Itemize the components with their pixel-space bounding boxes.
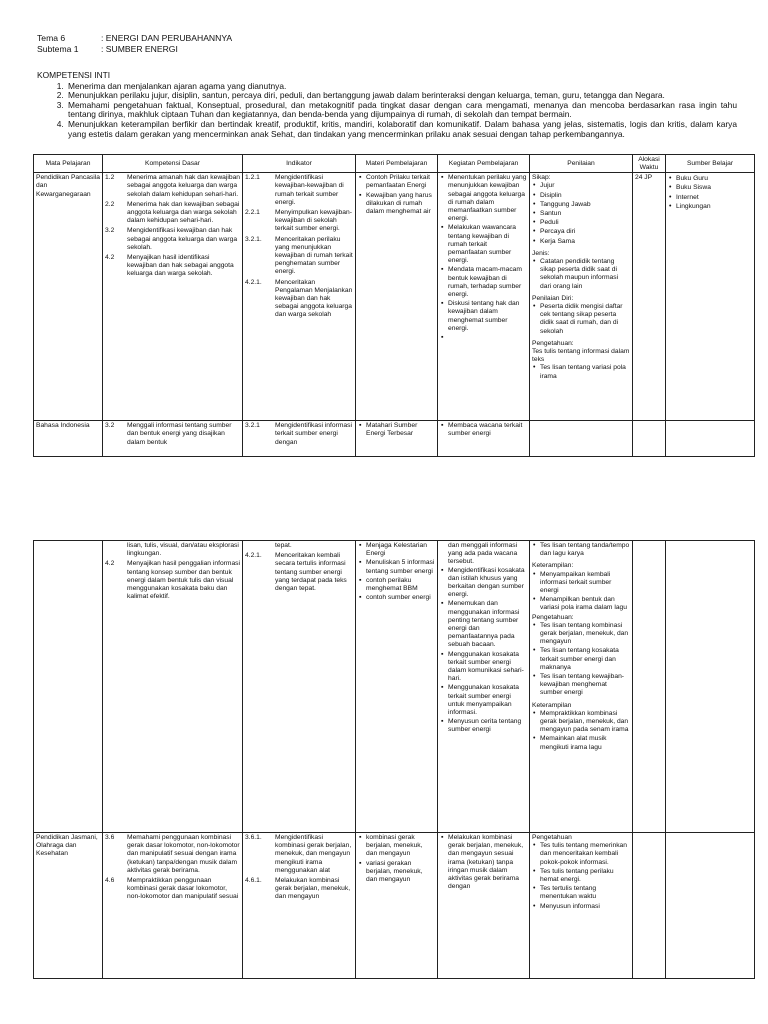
list-item: ▪ Mengidentifikasi kosakata dan istilah khusus yang berkaitan dengan sumber energi.: [440, 567, 527, 600]
kompetensi-dasar-cell: [103, 541, 243, 833]
alokasi-waktu-cell: [633, 541, 666, 833]
document-page-2: [0, 538, 768, 1024]
mata-pelajaran-cell: Bahasa Indonesia: [34, 421, 103, 457]
list-item: ▪ Diskusi tentang hak dan kewajiban dalam menghemat sumber energi.: [440, 300, 527, 333]
indikator-text: Menyimpulkan kewajiban-kewajiban di sekolah terkait sumber energi.: [275, 209, 352, 233]
kd-text: Menyajikan hasil identifikasi kewajiban dan hak sebagai anggota keluarga dan warga sekolah.: [127, 254, 234, 278]
kd-number: 3.6: [105, 834, 115, 841]
indikator-number: 4.2.1.: [245, 278, 262, 286]
list-item: • Buku Siswa: [668, 184, 752, 192]
indikator-text: Mengidentifikasi informasi terkait sumber energi dengan: [275, 422, 352, 446]
list-item: • Peserta didik mengisi daftar cek tentang sikap peserta didik saat di rumah, dan di sekolah: [532, 303, 630, 336]
penilaian-heading: Keterampilan: [532, 701, 572, 709]
indikator-cell: [243, 833, 356, 979]
list-item: ▪ Menyusun cerita tentang sumber energi: [440, 718, 527, 734]
kd-text: Mengidentifikasi kewajiban dan hak sebagai anggota keluarga dan warga sekolah.: [127, 227, 238, 251]
list-item: • Mempraktikkan kombinasi gerak berjalan, menekuk, dan mengayun pada senam irama: [532, 710, 630, 735]
list-item: • Menyampaikan kembali informasi terkait sumber energi: [532, 571, 630, 596]
materi-cell: [356, 173, 438, 421]
indikator-number: 3.2.1.: [245, 235, 262, 243]
list-item: ▪ contoh sumber energi: [358, 594, 435, 602]
list-item: • Buku Guru: [668, 175, 752, 183]
list-item: • Tes tulis tentang perilaku hemat energi.: [532, 868, 630, 884]
indikator-text: Melakukan kombinasi gerak berjalan, menekuk, dan mengayun: [275, 877, 351, 901]
table-row: [34, 421, 755, 457]
lesson-plan-table: [33, 154, 755, 457]
list-item: ▪ Melakukan kombinasi gerak berjalan, menekuk, dan mengayun sesuai irama (ketukan) tanpa iringan musik dalam aktivitas gerak berirama dengan: [440, 834, 527, 891]
kompetensi-inti-list: [53, 82, 737, 140]
table-header-row: [34, 155, 755, 173]
sumber-belajar-cell: [666, 173, 755, 421]
penilaian-heading: Pengetahuan:: [532, 339, 574, 347]
list-item: ▪ Mendata macam-macam bentuk kewajiban di rumah, terhadap sumber energi.: [440, 266, 527, 299]
kd-text: Menggali informasi tentang sumber dan bentuk energi yang disajikan dalam bentuk: [127, 422, 232, 446]
indikator-text: tepat.: [275, 542, 292, 549]
subtema-label: Subtema 1: [37, 43, 79, 54]
list-item: • Percaya diri: [532, 228, 630, 236]
kegiatan-cell: [438, 541, 530, 833]
list-item: • Tes lisan tentang variasi pola irama: [532, 364, 630, 380]
list-item: ▪ Menuliskan 5 informasi tentang sumber energi: [358, 559, 435, 575]
kd-text: Menerima amanah hak dan kewajiban sebagai anggota keluarga dan warga sekolah dalam kehidupan sehari-hari.: [127, 174, 241, 198]
column-header: Alokasi Waktu: [633, 155, 666, 173]
kd-text: Mempraktikkan penggunaan kombinasi gerak dasar lokomotor, non-lokomotor dan manipulatif sesuai: [127, 877, 239, 901]
list-item: ▪ Kewajiban yang harus dilakukan di rumah dalam menghemat air: [358, 192, 435, 217]
kompetensi-inti-item: 2. Menunjukkan perilaku jujur, disiplin, santun, percaya diri, peduli, dan bertanggung jawab dalam berinteraksi dengan keluarga, teman, guru, tetangga dan Negara.: [66, 91, 737, 101]
list-item: • Jujur: [532, 182, 630, 190]
kompetensi-inti-item: 4. Menunjukkan keterampilan berfikir dan bertindak kreatif, produktif, kritis, mandiri, kolaboratif dan komunikatif. Dalam bahasa yang jelas, sistematis, logis dan kritis, dalam karya yang estetis dalam gerakan yang mencerminkan anak Sehat, dan tindakan yang mencerminkan prilaku anak sesuai dengan tahap perkembangannya.: [66, 120, 737, 139]
list-item: ▪ Menggunakan kosakata terkait sumber energi dalam komunikasi sehari-hari.: [440, 651, 527, 684]
list-item: • Tes tulis tentang memerinkan dan menceritakan kembali pokok-pokok informasi.: [532, 842, 630, 867]
penilaian-cell: [530, 421, 633, 457]
penilaian-cell: [530, 541, 633, 833]
kompetensi-dasar-cell: [103, 833, 243, 979]
list-item: • Tes lisan tentang kombinasi gerak berjalan, menekuk, dan mengayun: [532, 622, 630, 647]
kd-number: 1.2: [105, 174, 115, 182]
indikator-number: 4.2.1.: [245, 552, 262, 560]
list-item: • Disiplin: [532, 192, 630, 200]
mata-pelajaran-cell: Pendidikan Jasmani, Olahraga dan Kesehatan: [34, 833, 103, 979]
list-item: • Tes lisan tentang tanda/tempo dan lagu karya: [532, 542, 630, 558]
indikator-cell: [243, 541, 356, 833]
list-item: • Tanggung Jawab: [532, 201, 630, 209]
penilaian-heading: Pengetahuan:: [532, 613, 574, 621]
list-item: • Catatan pendidik tentang sikap peserta didik saat di sekolah maupun informasi dari orang lain: [532, 258, 630, 291]
list-item: • Tes lisan tentang kewajiban-kewajiban menghemat sumber energi: [532, 673, 630, 698]
kd-text: Menyajikan hasil penggalian informasi tentang konsep sumber dan bentuk energi dalam bentuk tulis dan visual menggunakan kosakata baku dan kalimat efektif.: [127, 560, 241, 601]
column-header: Materi Pembelajaran: [356, 155, 438, 173]
table-row: [34, 173, 755, 421]
penilaian-heading: Sikap:: [532, 174, 551, 182]
penilaian-heading: Pengetahuan: [532, 834, 572, 841]
column-header: Sumber Belajar: [666, 155, 755, 173]
indikator-text: Menceritakan perilaku yang menunjukkan kewajiban di rumah terkait penghematan sumber energi.: [275, 235, 353, 276]
column-header: Kompetensi Dasar: [103, 155, 243, 173]
indikator-number: 1.2.1: [245, 174, 260, 182]
indikator-text: Menceritakan Pengalaman Menjalankan kewajiban dan hak sebagai anggota keluarga dan warga sekolah: [275, 278, 353, 319]
list-item: ▪ Menggunakan kosakata terkait sumber energi untuk menyampaikan informasi.: [440, 684, 527, 717]
kompetensi-inti-item: 1. Menerima dan menjalankan ajaran agama yang dianutnya.: [66, 82, 737, 92]
subtema-value: : SUMBER ENERGI: [101, 43, 178, 54]
list-item: • Memainkan alat musik mengikuti irama lagu: [532, 735, 630, 751]
table-row: [34, 833, 755, 979]
penilaian-heading: Jenis:: [532, 249, 550, 257]
kd-number: 2.2: [105, 200, 115, 208]
tema-value: : ENERGI DAN PERUBAHANNYA: [101, 33, 233, 43]
list-item: ▪ kombinasi gerak berjalan, menekuk, dan mengayun: [358, 834, 435, 859]
list-item: • Tes lisan tentang kosakata terkait sumber energi dan maknanya: [532, 647, 630, 672]
alokasi-waktu-cell: [633, 421, 666, 457]
kegiatan-cell: [438, 421, 530, 457]
indikator-text: Mengidentifikasi kewajiban-kewajiban di rumah terkait sumber energi.: [275, 174, 344, 206]
penilaian-heading: Keterampilan:: [532, 562, 574, 570]
mata-pelajaran-cell: [34, 541, 103, 833]
indikator-number: 3.2.1: [245, 422, 260, 430]
penilaian-cell: [530, 173, 633, 421]
penilaian-cell: [530, 833, 633, 979]
kd-text: Memahami penggunaan kombinasi gerak dasar lokomotor, non-lokomotor dan manipulatif sesuai dengan irama (ketukan) tanpa/dengan musik dalam aktivitas gerak berirama.: [127, 834, 240, 874]
alokasi-waktu-cell: 24 JP: [633, 173, 666, 421]
list-item: ▪ Matahari Sumber Energi Terbesar: [358, 422, 435, 438]
column-header: Penilaian: [530, 155, 633, 173]
document-page-1: [0, 0, 768, 470]
kd-number: 3.2: [105, 422, 115, 430]
kd-number: 4.2: [105, 254, 115, 262]
column-header: Kegiatan Pembelajaran: [438, 155, 530, 173]
kd-number: 4.2: [105, 560, 115, 568]
lesson-plan-table-continued: [33, 540, 755, 979]
list-item: • Tes tertulis tentang menentukan waktu: [532, 885, 630, 901]
kegiatan-cell: [438, 833, 530, 979]
alokasi-waktu-cell: [633, 833, 666, 979]
materi-cell: [356, 541, 438, 833]
table-row: [34, 541, 755, 833]
list-item: ▪ Membaca wacana terkait sumber energi: [440, 422, 527, 438]
list-item: • Santun: [532, 210, 630, 218]
tema-label: Tema 6: [37, 33, 66, 43]
penilaian-heading: Penilaian Diri:: [532, 294, 574, 302]
list-item: ▪ Menentukan perilaku yang menunjukkan kewajiban sebagai anggota keluarga di rumah dalam memanfaatkan sumber energi.: [440, 174, 527, 223]
list-item: ▪ variasi gerakan berjalan, menekuk, dan mengayun: [358, 860, 435, 885]
kegiatan-cell: [438, 173, 530, 421]
indikator-number: 3.6.1.: [245, 834, 262, 841]
list-item: ▪ Contoh Prilaku terkait pemanfaatan Energi: [358, 174, 435, 190]
indikator-cell: [243, 173, 356, 421]
list-item: • Menampilkan bentuk dan variasi pola irama dalam lagu: [532, 596, 630, 612]
list-item: • Internet: [668, 194, 752, 202]
kd-number: 3.2: [105, 227, 115, 235]
kd-text: lisan, tulis, visual, dan/atau eksplorasi lingkungan.: [127, 542, 239, 558]
list-item: • Peduli: [532, 219, 630, 227]
mata-pelajaran-cell: Pendidikan Pancasila dan Kewarganegaraan: [34, 173, 103, 421]
list-item: • Lingkungan: [668, 203, 752, 211]
indikator-number: 4.6.1.: [245, 877, 262, 885]
penilaian-text: Tes tulis tentang informasi dalam teks: [532, 348, 630, 364]
indikator-number: 2.2.1: [245, 209, 260, 216]
materi-cell: [356, 421, 438, 457]
document-header: [37, 33, 232, 54]
kompetensi-dasar-cell: [103, 421, 243, 457]
indikator-text: Mengidentifikasi kombinasi gerak berjalan, menekuk, dan mengayun mengikuti irama menggunakan alat: [275, 834, 352, 874]
indikator-cell: [243, 421, 356, 457]
materi-cell: [356, 833, 438, 979]
kegiatan-text: dan menggali informasi yang ada pada wacana tersebut.: [448, 542, 518, 566]
kompetensi-dasar-cell: [103, 173, 243, 421]
list-item: ▪ Menemukan dan menggunakan informasi penting tentang sumber energi dan pemanfaatannya pada sebuah bacaan.: [440, 600, 527, 649]
sumber-belajar-cell: [666, 833, 755, 979]
kompetensi-inti: [37, 71, 737, 139]
kompetensi-inti-title: KOMPETENSI INTI: [37, 70, 111, 80]
kompetensi-inti-item: 3. Memahami pengetahuan faktual, Konseptual, prosedural, dan metakognitif pada tingkat dasar dengan cara mengamati, menanya dan mencoba berdasarkan rasa ingin tahu tentang dirinya, makhluk ciptaan Tuhan dan kegiatannya, dan benda-benda yang dijumpainya di rumah, di sekolah dan tempat bermain.: [66, 101, 737, 120]
list-item: • Kerja Sama: [532, 238, 630, 246]
list-item: ▪ contoh perilaku menghemat BBM: [358, 577, 435, 593]
kd-number: 4.6: [105, 877, 115, 885]
list-item: ▪ Menjaga Kelestarian Energi: [358, 542, 435, 558]
indikator-text: Menceritakan kembali secara tertulis informasi tentang sumber energi yang terdapat pada teks dengan tepat.: [275, 552, 347, 593]
sumber-belajar-cell: [666, 541, 755, 833]
sumber-belajar-cell: [666, 421, 755, 457]
column-header: Indikator: [243, 155, 356, 173]
column-header: Mata Pelajaran: [34, 155, 103, 173]
list-item: • Menyusun informasi: [532, 903, 630, 911]
list-item: ▪ Melakukan wawancara tentang kewajiban di rumah terkait pemanfaatan sumber energi.: [440, 224, 527, 265]
kd-text: Menerima hak dan kewajiban sebagai anggota keluarga dan warga sekolah dalam kehidupan sehari-hari.: [127, 200, 240, 225]
